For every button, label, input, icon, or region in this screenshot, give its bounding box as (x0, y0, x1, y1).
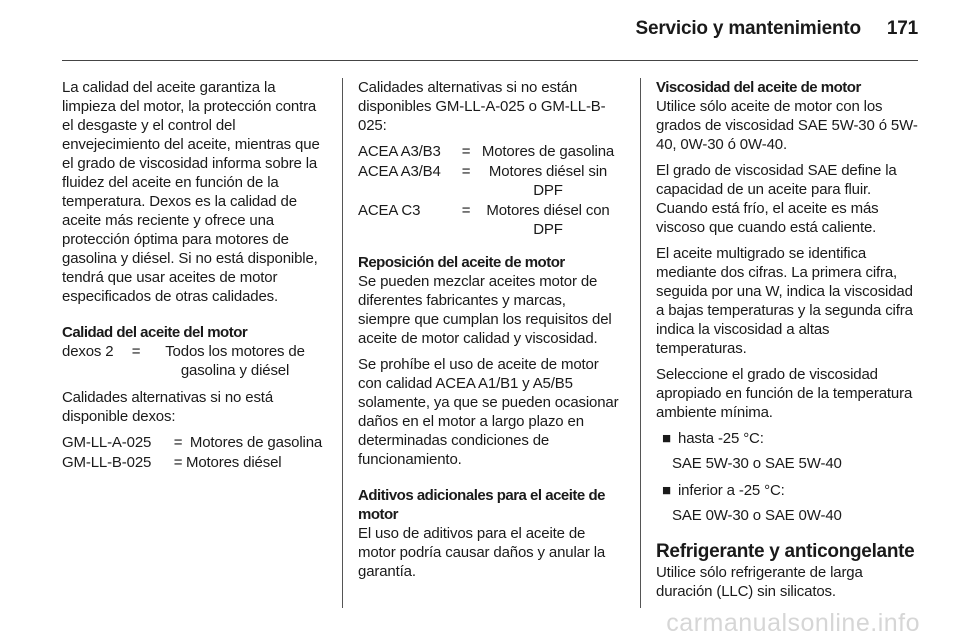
bullet-value: SAE 0W-30 o SAE 0W-40 (672, 507, 842, 524)
definition-term: GM-LL-B-025 (62, 454, 152, 471)
equals-sign: = (173, 434, 183, 451)
refill-paragraph-2: Se prohíbe el uso de aceite de motor con calidad ACEA A1/B1 y A5/B5 solamente, ya que se pueden ocasionar daños en el motor a largo plazo en determinadas condiciones de funcionamiento. (358, 356, 619, 468)
definition-desc: Motores de gasolina (481, 143, 615, 160)
list-item (656, 481, 922, 500)
column-divider-2 (640, 78, 641, 608)
oil-quality-heading: Calidad del aceite del motor (62, 324, 248, 341)
definition-desc: Motores diésel sin DPF (488, 163, 608, 199)
gm-definitions (62, 433, 326, 472)
definition-row (358, 162, 622, 200)
definition-row (358, 142, 622, 161)
definition-term: ACEA C3 (358, 202, 421, 219)
acea-definitions (358, 142, 622, 239)
column-3 (656, 78, 922, 608)
column-1 (62, 78, 326, 480)
definition-term: ACEA A3/B3 (358, 143, 441, 160)
dexos-definitions (62, 342, 326, 380)
column-divider-1 (342, 78, 343, 608)
equals-sign: = (173, 454, 183, 471)
coolant-heading: Refrigerante y anticongelante (656, 541, 915, 562)
definition-row (62, 342, 326, 380)
square-bullet-icon: ■ (662, 430, 671, 447)
square-bullet-icon: ■ (662, 482, 671, 499)
viscosity-paragraph-3: El aceite multigrado se identifica mediante dos cifras. La primera cifra, seguida por una W, indica la viscosidad a bajas temperaturas y la segunda cifra indica la viscosidad a altas temperaturas. (656, 245, 913, 357)
alt-gm-text: Calidades alternativas si no están disponibles GM-LL-A-025 o GM-LL-B-025: (358, 79, 606, 134)
column-2 (358, 78, 622, 588)
page-number: 171 (886, 18, 918, 39)
equals-sign: = (461, 143, 471, 160)
bullet-label: inferior a -25 °C: (678, 482, 785, 499)
definition-desc: Motores diésel con DPF (486, 202, 610, 238)
definition-row (62, 433, 326, 452)
refill-paragraph-1: Se pueden mezclar aceites motor de diferentes fabricantes y marcas, siempre que cumplan los requisitos del aceite de motor calidad y viscosidad. (358, 273, 612, 347)
header-rule (62, 60, 918, 61)
section-title: Servicio y mantenimiento (635, 18, 861, 39)
equals-sign: = (461, 163, 471, 180)
list-item (656, 429, 922, 448)
intro-paragraph: La calidad del aceite garantiza la limpieza del motor, la protección contra el desgaste y el control del envejecimiento del aceite, mientras que el grado de viscosidad informa sobre la fluidez del aceite en función de la temperatura. Dexos es la calidad de aceite más reciente y ofrece una protección óptima para motores de gasolina y diésel. Si no está disponible, tendrá que usar aceites de motor especificados de otras calidades. (62, 79, 320, 305)
definition-term: ACEA A3/B4 (358, 163, 441, 180)
viscosity-paragraph-4: Seleccione el grado de viscosidad apropiado en función de la temperatura ambiente mínima. (656, 366, 913, 421)
additives-heading: Aditivos adicionales para el aceite de motor (358, 487, 605, 523)
viscosity-paragraph-2: El grado de viscosidad SAE define la capacidad de un aceite para fluir. Cuando está frío, el aceite es más viscoso que cuando está caliente. (656, 162, 897, 236)
equals-sign: = (461, 202, 471, 219)
definition-desc: Motores diésel (186, 454, 282, 471)
definition-desc: Todos los motores de gasolina y diésel (165, 343, 305, 379)
equals-sign: = (131, 343, 141, 360)
alt-dexos-text: Calidades alternativas si no está disponible dexos: (62, 389, 274, 425)
coolant-paragraph: Utilice sólo refrigerante de larga duración (LLC) sin silicatos. (656, 564, 863, 600)
additives-paragraph: El uso de aditivos para el aceite de motor podría causar daños y anular la garantía. (358, 525, 606, 580)
watermark: carmanualsonline.info (666, 609, 920, 637)
definition-term: dexos 2 (62, 343, 114, 360)
viscosity-heading: Viscosidad del aceite de motor (656, 79, 861, 96)
definition-row (358, 201, 622, 239)
definition-desc: Motores de gasolina (189, 434, 323, 451)
bullet-label: hasta -25 °C: (678, 430, 764, 447)
viscosity-paragraph-1: Utilice sólo aceite de motor con los grados de viscosidad SAE 5W-30 ó 5W-40, 0W-30 ó 0W-40. (656, 98, 918, 153)
bullet-value: SAE 5W-30 o SAE 5W-40 (672, 455, 842, 472)
definition-row (62, 453, 326, 472)
refill-heading: Reposición del aceite de motor (358, 254, 565, 271)
page-header (636, 18, 919, 40)
definition-term: GM-LL-A-025 (62, 434, 152, 451)
